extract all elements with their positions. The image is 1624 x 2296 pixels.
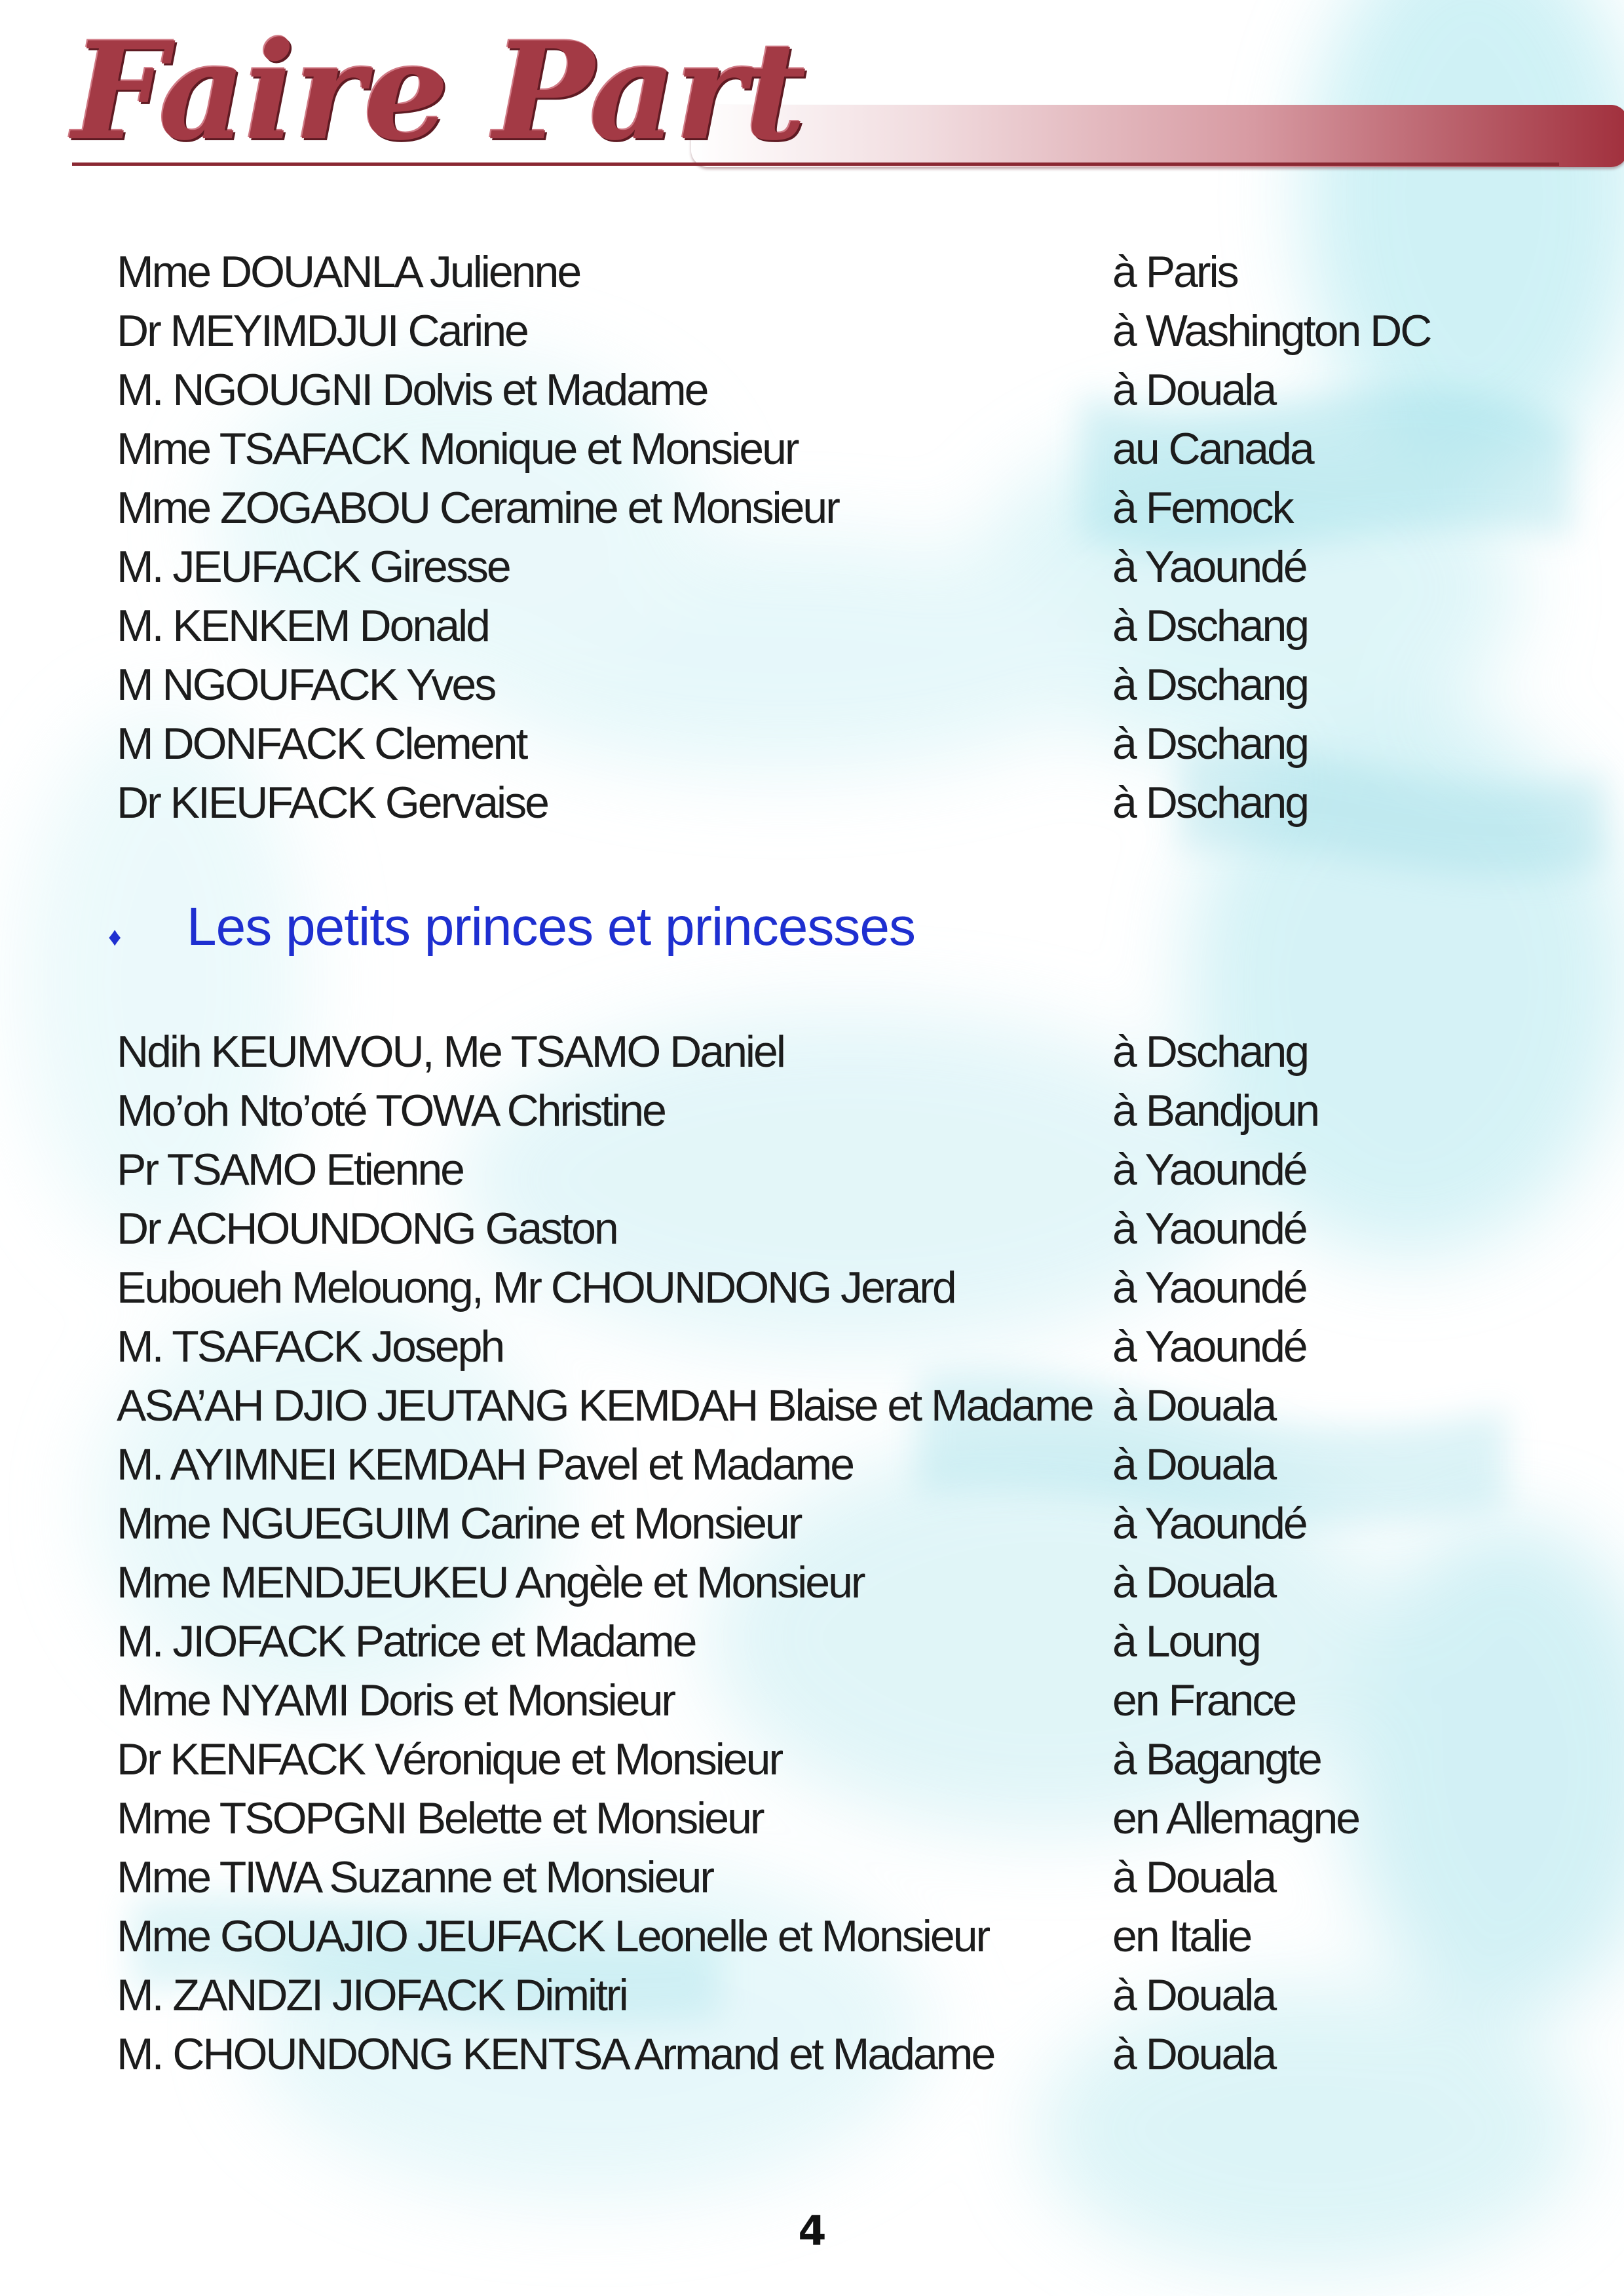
list-item	[117, 714, 1525, 773]
section-title: Les petits princes et princesses	[187, 897, 915, 957]
person-name: M. NGOUGNI Dolvis et Madame	[117, 365, 708, 415]
person-location: au Canada	[1112, 424, 1313, 474]
person-location: à Douala	[1112, 365, 1275, 415]
list-item	[117, 478, 1525, 537]
person-location: à Dschang	[1112, 1027, 1308, 1077]
list-item	[117, 596, 1525, 655]
header-gradient-bar	[691, 105, 1624, 167]
guest-list-2	[117, 1022, 1525, 2084]
person-location: en France	[1112, 1675, 1296, 1725]
list-item	[117, 1730, 1525, 1789]
person-location: à Dschang	[1112, 778, 1308, 828]
guest-list-1	[117, 242, 1525, 832]
list-item	[117, 1435, 1525, 1494]
person-name: M. KENKEM Donald	[117, 601, 489, 651]
list-item	[117, 1199, 1525, 1258]
list-item	[117, 242, 1525, 301]
person-location: à Yaoundé	[1112, 1263, 1306, 1312]
list-item	[117, 655, 1525, 714]
person-name: Ndih KEUMVOU, Me TSAMO Daniel	[117, 1027, 784, 1077]
person-location: à Douala	[1112, 1440, 1275, 1489]
person-name: Dr ACHOUNDONG Gaston	[117, 1204, 617, 1253]
list-item	[117, 1376, 1525, 1435]
person-location: à Douala	[1112, 1852, 1275, 1902]
person-name: Mme ZOGABOU Ceramine et Monsieur	[117, 483, 839, 533]
person-name: M. CHOUNDONG KENTSA Armand et Madame	[117, 2029, 994, 2079]
list-item	[117, 1966, 1525, 2025]
person-name: Euboueh Melouong, Mr CHOUNDONG Jerard	[117, 1263, 955, 1312]
list-item	[117, 1848, 1525, 1907]
person-location: à Bagangte	[1112, 1734, 1321, 1784]
list-item	[117, 1612, 1525, 1671]
person-name: Mme MENDJEUKEU Angèle et Monsieur	[117, 1558, 864, 1607]
person-location: à Dschang	[1112, 719, 1308, 769]
person-location: à Douala	[1112, 1381, 1275, 1430]
person-location: à Washington DC	[1112, 306, 1431, 356]
person-location: à Bandjoun	[1112, 1086, 1319, 1136]
person-name: Mme GOUAJIO JEUFACK Leonelle et Monsieur	[117, 1911, 989, 1961]
person-name: Mo’oh Nto’oté TOWA Christine	[117, 1086, 665, 1136]
header	[72, 13, 1559, 170]
person-name: M. JEUFACK Giresse	[117, 542, 510, 592]
person-location: à Douala	[1112, 1970, 1275, 2020]
list-item	[117, 537, 1525, 596]
person-location: à Yaoundé	[1112, 542, 1306, 592]
person-location: à Yaoundé	[1112, 1145, 1306, 1195]
person-name: M. ZANDZI JIOFACK Dimitri	[117, 1970, 627, 2020]
person-name: M. AYIMNEI KEMDAH Pavel et Madame	[117, 1440, 854, 1489]
person-name: M. JIOFACK Patrice et Madame	[117, 1617, 696, 1666]
person-location: à Loung	[1112, 1617, 1260, 1666]
list-item	[117, 1671, 1525, 1730]
person-name: M DONFACK Clement	[117, 719, 527, 769]
page-number: 4	[798, 2207, 827, 2255]
person-location: à Yaoundé	[1112, 1499, 1306, 1548]
person-name: Dr KIEUFACK Gervaise	[117, 778, 548, 828]
person-name: Pr TSAMO Etienne	[117, 1145, 463, 1195]
list-item	[117, 360, 1525, 419]
person-location: à Douala	[1112, 2029, 1275, 2079]
person-name: Dr MEYIMDJUI Carine	[117, 306, 527, 356]
person-name: ASA’AH DJIO JEUTANG KEMDAH Blaise et Madame	[117, 1381, 1093, 1430]
person-location: en Allemagne	[1112, 1793, 1359, 1843]
page-title: Faire Part	[72, 13, 806, 170]
list-item	[117, 1553, 1525, 1612]
list-item	[117, 1789, 1525, 1848]
person-location: à Dschang	[1112, 601, 1308, 651]
person-name: Mme NYAMI Doris et Monsieur	[117, 1675, 675, 1725]
person-name: Mme DOUANLA Julienne	[117, 247, 580, 297]
person-location: à Paris	[1112, 247, 1237, 297]
person-name: M. TSAFACK Joseph	[117, 1322, 504, 1371]
person-location: à Dschang	[1112, 660, 1308, 710]
list-item	[117, 419, 1525, 478]
list-item	[117, 1907, 1525, 1966]
person-name: Mme TSAFACK Monique et Monsieur	[117, 424, 798, 474]
list-item	[117, 1140, 1525, 1199]
person-location: à Femock	[1112, 483, 1293, 533]
person-location: à Yaoundé	[1112, 1204, 1306, 1253]
list-item	[117, 1258, 1525, 1317]
list-item	[117, 1081, 1525, 1140]
person-name: Mme TIWA Suzanne et Monsieur	[117, 1852, 713, 1902]
person-location: à Yaoundé	[1112, 1322, 1306, 1371]
person-name: Mme TSOPGNI Belette et Monsieur	[117, 1793, 763, 1843]
person-location: à Douala	[1112, 1558, 1275, 1607]
person-name: Dr KENFACK Véronique et Monsieur	[117, 1734, 782, 1784]
person-name: Mme NGUEGUIM Carine et Monsieur	[117, 1499, 801, 1548]
diamond-bullet-icon: ♦	[108, 923, 122, 951]
person-name: M NGOUFACK Yves	[117, 660, 495, 710]
list-item	[117, 773, 1525, 832]
list-item	[117, 1494, 1525, 1553]
list-item	[117, 1022, 1525, 1081]
list-item	[117, 1317, 1525, 1376]
list-item	[117, 2025, 1525, 2084]
list-item	[117, 301, 1525, 360]
person-location: en Italie	[1112, 1911, 1251, 1961]
